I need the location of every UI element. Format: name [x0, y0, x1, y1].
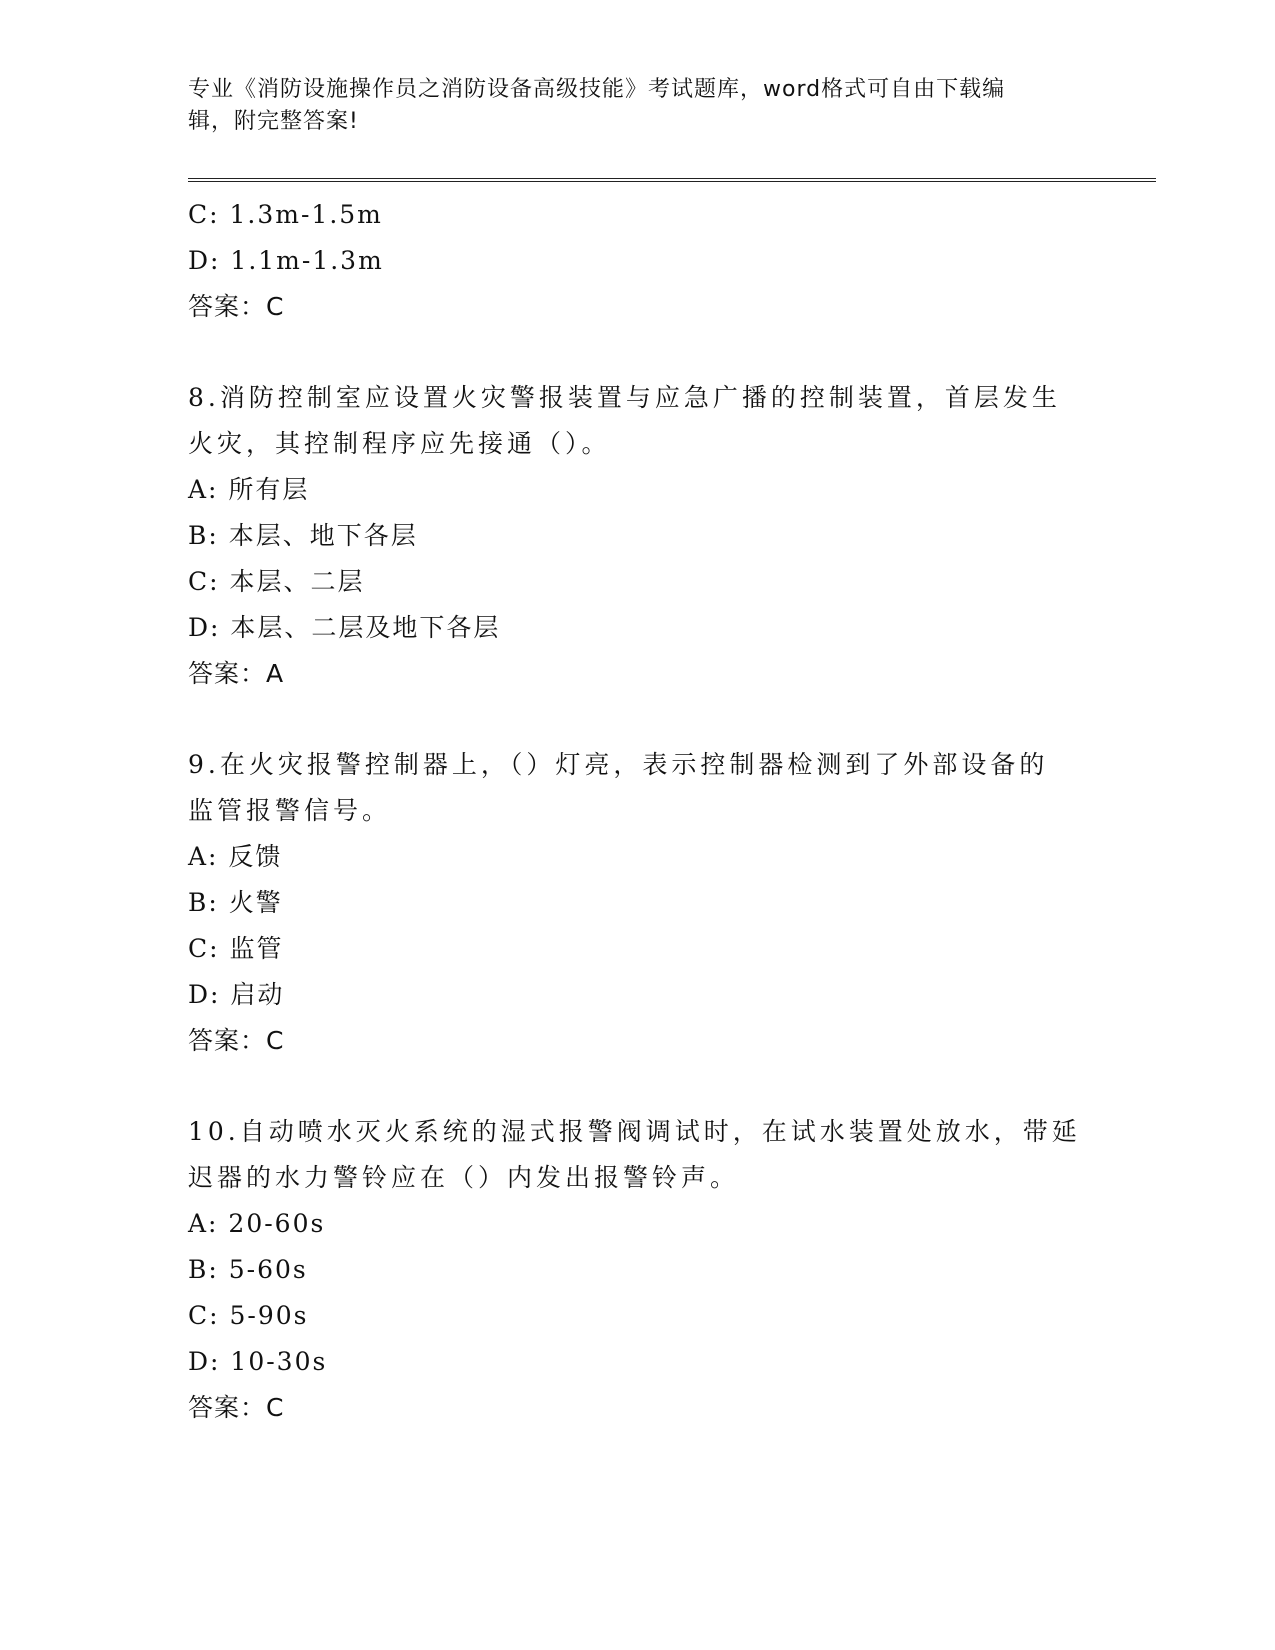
option-d: D: 10-30s — [188, 1347, 328, 1376]
question-stem: 8.消防控制室应设置火灾警报装置与应急广播的控制装置，首层发生 — [188, 383, 1061, 412]
document-body — [188, 192, 1088, 1431]
question-9 — [188, 742, 1088, 1064]
page-header — [188, 74, 1088, 138]
header-line-2: 辑，附完整答案! — [188, 109, 359, 134]
option-b: B: 本层、地下各层 — [188, 521, 418, 550]
option-d: D: 启动 — [188, 980, 285, 1009]
question-8 — [188, 375, 1088, 697]
option-c: C: 监管 — [188, 934, 284, 963]
question-stem: 火灾，其控制程序应先接通（）。 — [188, 429, 611, 458]
option-d: D: 1.1m-1.3m — [188, 246, 384, 275]
option-b: B: 5-60s — [188, 1255, 308, 1284]
option-a: A: 20-60s — [188, 1209, 326, 1238]
option-a: A: 反馈 — [188, 842, 283, 871]
option-a: A: 所有层 — [188, 475, 310, 504]
answer-line: 答案：C — [188, 292, 285, 321]
option-c: C: 1.3m-1.5m — [188, 200, 383, 229]
option-c: C: 本层、二层 — [188, 567, 365, 596]
question-stem: 监管报警信号。 — [188, 796, 392, 825]
previous-question — [188, 192, 1088, 330]
option-c: C: 5-90s — [188, 1301, 309, 1330]
header-divider — [188, 178, 1156, 182]
option-b: B: 火警 — [188, 888, 283, 917]
question-stem: 10.自动喷水灭火系统的湿式报警阀调试时，在试水装置处放水，带延 — [188, 1117, 1081, 1146]
question-stem: 迟器的水力警铃应在（）内发出报警铃声。 — [188, 1163, 740, 1192]
question-stem: 9.在火灾报警控制器上，（）灯亮，表示控制器检测到了外部设备的 — [188, 750, 1049, 779]
answer-line: 答案：C — [188, 1393, 285, 1422]
header-line-1: 专业《消防设施操作员之消防设备高级技能》考试题库，word格式可自由下载编 — [188, 77, 1006, 102]
answer-line: 答案：A — [188, 659, 285, 688]
option-d: D: 本层、二层及地下各层 — [188, 613, 501, 642]
answer-line: 答案：C — [188, 1026, 285, 1055]
question-10 — [188, 1109, 1088, 1431]
